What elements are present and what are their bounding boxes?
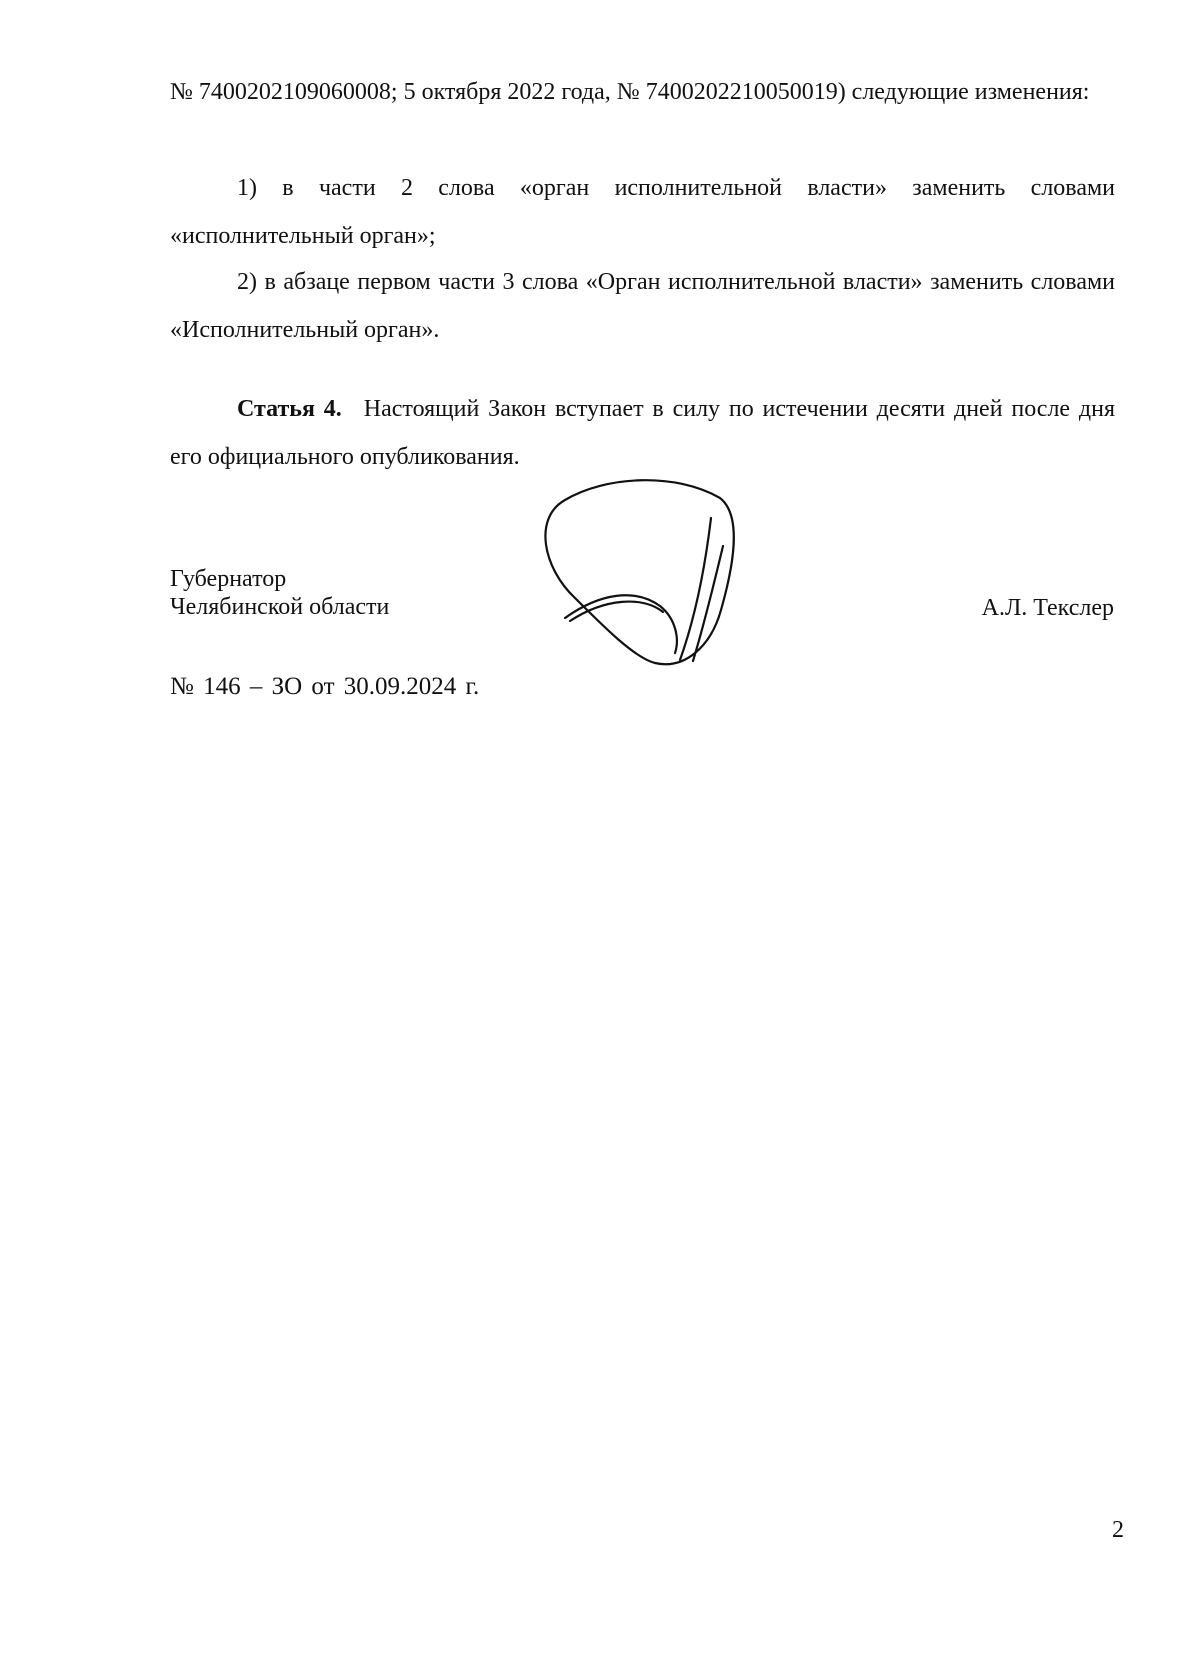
paragraph-intro: № 7400202109060008; 5 октября 2022 года, № 7400202210050019) следующие изменения: — [170, 79, 1090, 105]
signatory-name: А.Л. Текслер — [981, 595, 1114, 621]
signatory-title-line-1: Губернатор — [170, 566, 287, 592]
paragraph-item-1: 1) в части 2 слова «орган исполнительной власти» заменить словами «исполнительный орган»; — [170, 175, 1115, 249]
paragraph-item-2: 2) в абзаце первом части 3 слова «Орган исполнительной власти» заменить словами «Исполнительный орган». — [170, 269, 1115, 343]
signatory-title-line-2: Челябинской области — [170, 594, 390, 620]
signatory-title — [170, 565, 389, 621]
article-text: Настоящий Закон вступает в силу по истечении десяти дней после дня его официального опубликования. — [170, 396, 1115, 470]
page-number: 2 — [1112, 1517, 1124, 1543]
law-number-date: № 146 – ЗО от 30.09.2024 г. — [170, 673, 480, 700]
handwritten-signature — [535, 478, 755, 678]
article-label: Статья 4. — [237, 396, 342, 422]
article-4 — [170, 385, 1115, 481]
